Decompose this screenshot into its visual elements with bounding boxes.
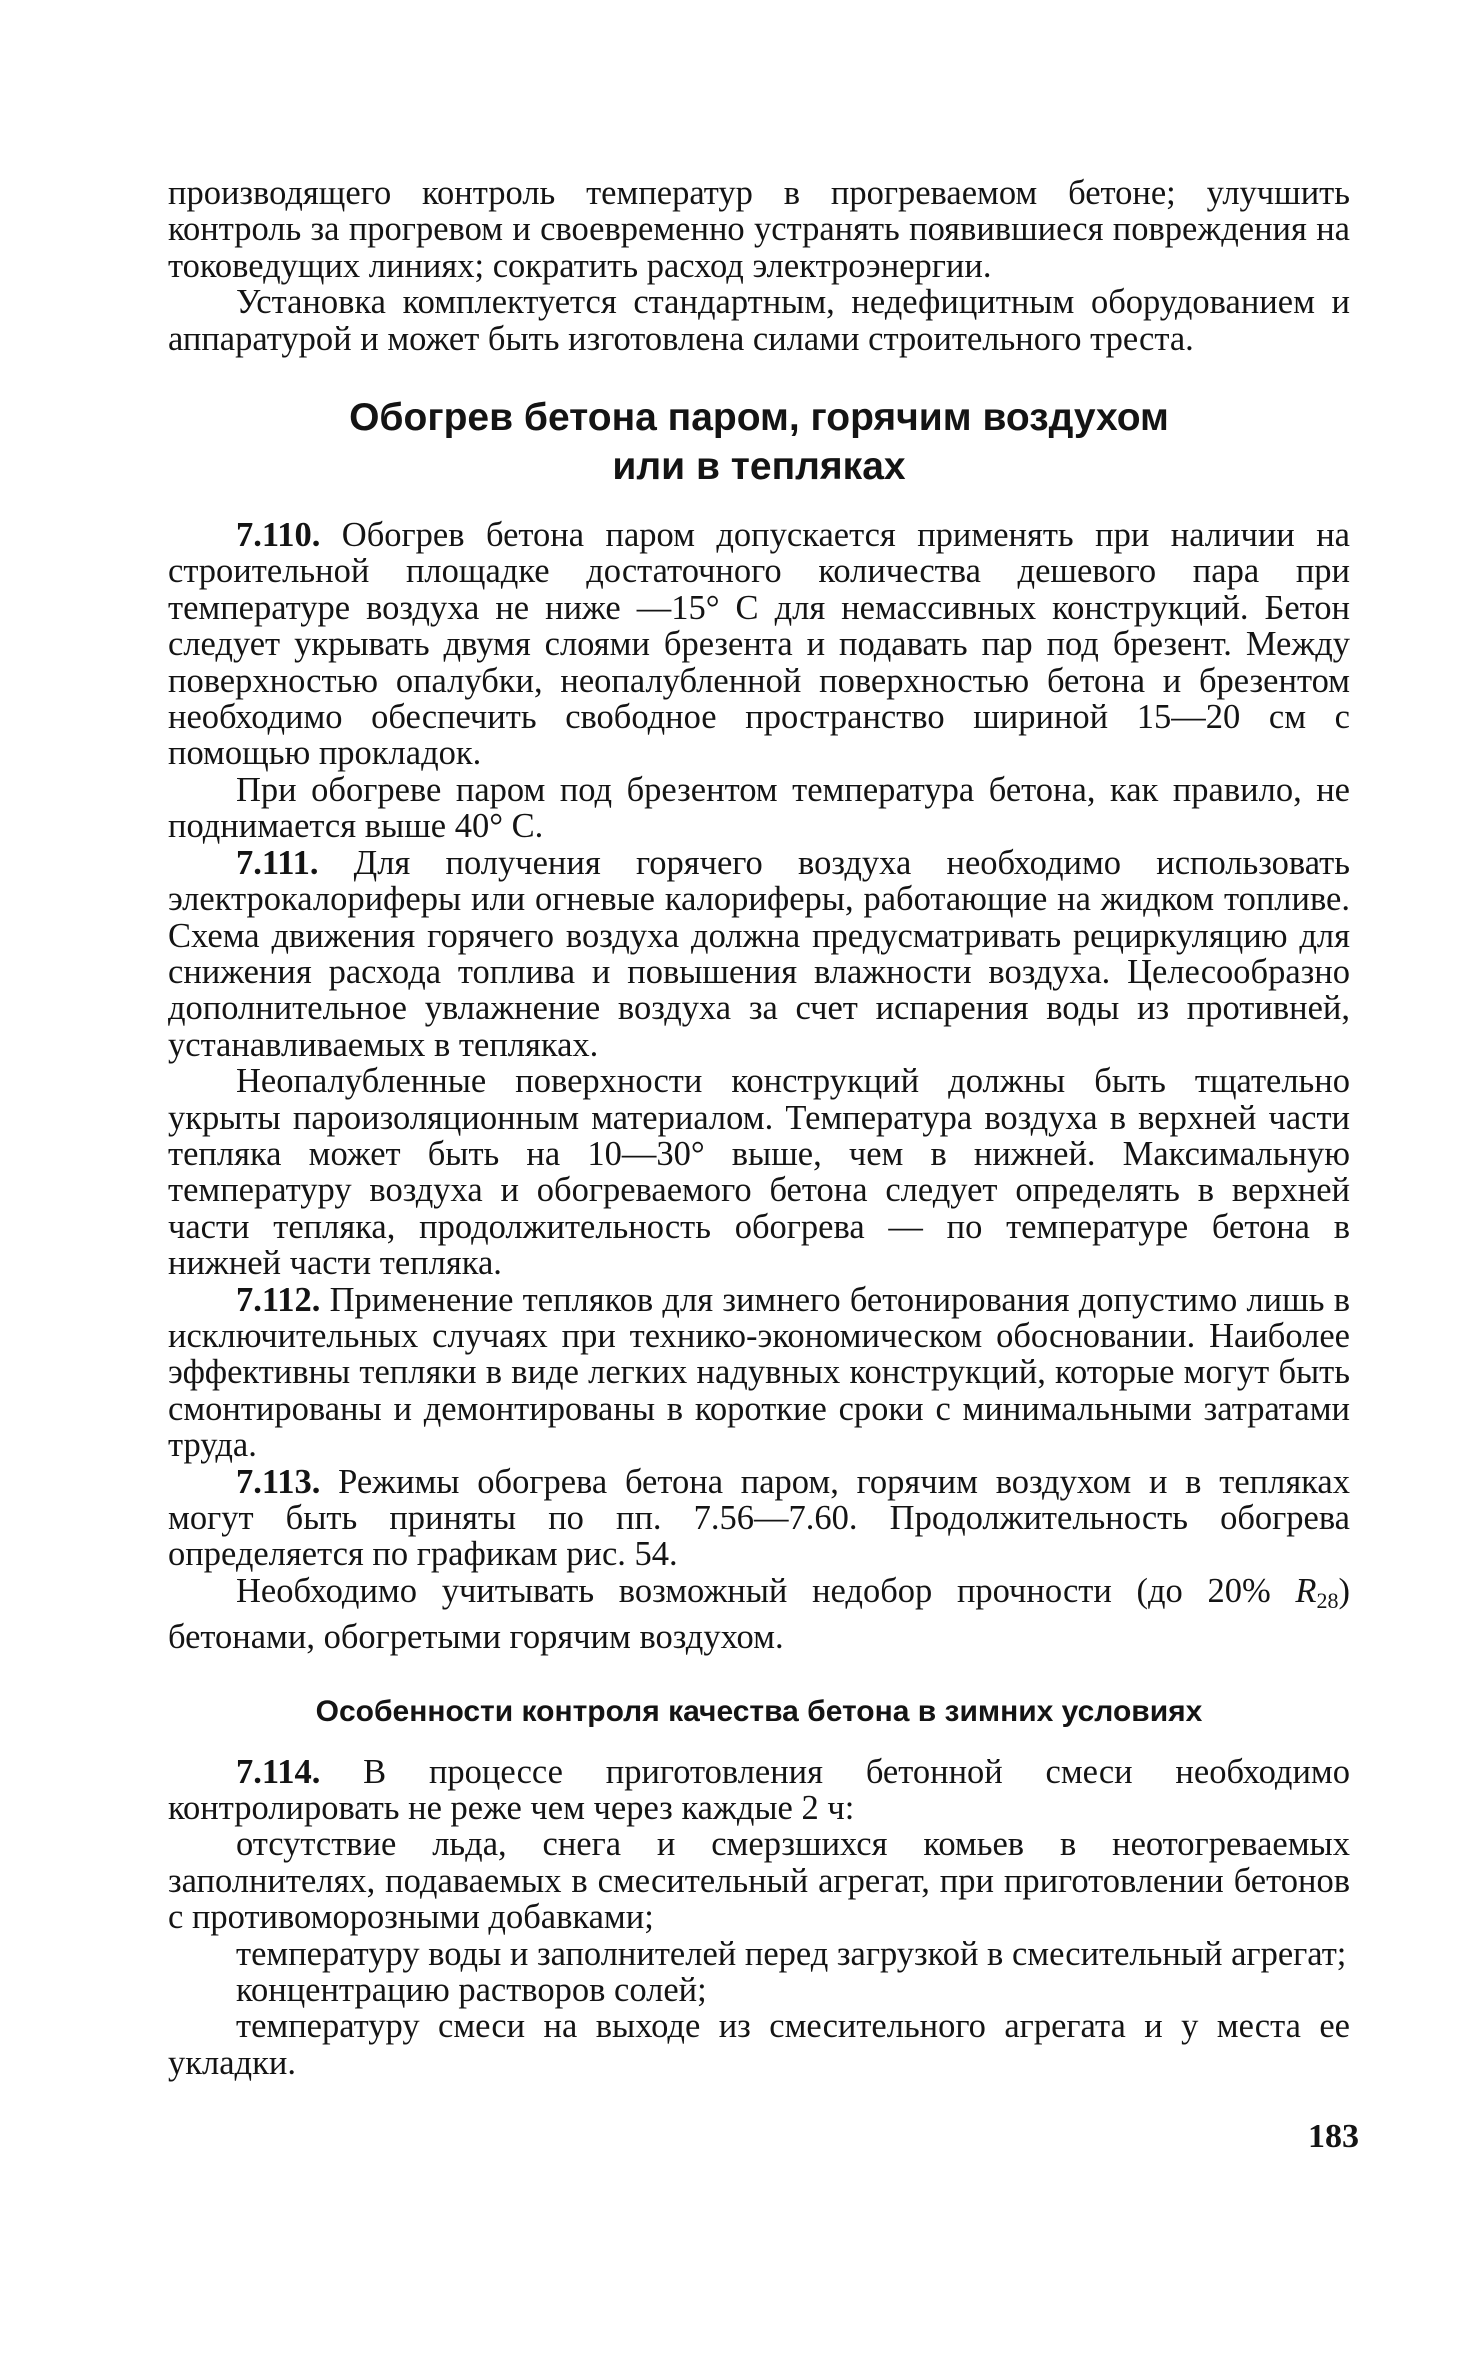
list-item: концентрацию растворов солей; bbox=[236, 1971, 707, 2010]
section-heading-steam-heating bbox=[168, 393, 1350, 491]
clause-text: В процессе приготовления бетонной смеси необходимо контролировать не реже чем через каждые 2 ч: bbox=[168, 1752, 1350, 1828]
paragraph-7-113 bbox=[168, 1464, 1350, 1573]
list-item: температуру воды и заполнителей перед загрузкой в смесительный агрегат; bbox=[236, 1934, 1347, 1973]
clause-text: Применение тепляков для зимнего бетонирования допустимо лишь в исключительных случаях при технико-экономическом обосновании. Наиболее эффективны тепляки в виде легких надувных конструкций, которые могут быть смонтированы и демонтированы в короткие сроки с минимальными затратами труда. bbox=[168, 1280, 1350, 1465]
paragraph-7-110 bbox=[168, 517, 1350, 772]
clause-text: Режимы обогрева бетона паром, горячим воздухом и в тепляках могут быть приняты по пп. 7.56—7.60. Продолжительность обогрева определяется по графикам рис. 54. bbox=[168, 1462, 1350, 1574]
heading-line-2: или в тепляках bbox=[612, 445, 906, 489]
text-before-formula: Необходимо учитывать возможный недобор прочности (до 20% bbox=[236, 1571, 1296, 1610]
paragraph-7-114 bbox=[168, 1754, 1350, 1827]
paragraph-7-110-continued: При обогреве паром под брезентом температура бетона, как правило, не поднимается выше 40° С. bbox=[168, 770, 1350, 846]
clause-number: 7.114. bbox=[236, 1752, 321, 1791]
clause-number: 7.112. bbox=[236, 1280, 321, 1319]
text-column bbox=[168, 175, 1350, 2081]
strength-symbol: R bbox=[1295, 1571, 1317, 1610]
paragraph-equipment: Установка комплектуется стандартным, недефицитным оборудованием и аппаратурой и может быть изготовлена силами строительного треста. bbox=[168, 283, 1350, 358]
list-item: отсутствие льда, снега и смерзшихся комьев в неотогреваемых заполнителях, подаваемых в смесительный агрегат, при приготовлении бетонов с противоморозными добавками; bbox=[168, 1825, 1350, 1937]
text-after-formula: ) бетонами, обогретыми горячим воздухом. bbox=[168, 1571, 1350, 1657]
heading-line-1: Обогрев бетона паром, горячим воздухом bbox=[349, 396, 1169, 440]
clause-number: 7.110. bbox=[236, 516, 321, 555]
paragraph-7-112 bbox=[168, 1282, 1350, 1464]
strength-subscript: 28 bbox=[1316, 1587, 1339, 1613]
section-heading-quality-control: Особенности контроля качества бетона в зимних условиях bbox=[315, 1694, 1203, 1728]
clause-text: Обогрев бетона паром допускается применять при наличии на строительной площадке достаточного количества дешевого пара при температуре воздуха не ниже —15° С для немассивных конструкций. Бетон следует укрывать двумя слоями брезента и подавать пар под брезент. Между поверхностью опалубки, неопалубленной поверхностью бетона и брезентом необходимо обеспечить свободное пространство шириной 15—20 см с помощью прокладок. bbox=[168, 516, 1350, 773]
page-number: 183 bbox=[1308, 2118, 1359, 2155]
clause-text: Для получения горячего воздуха необходимо использовать электрокалориферы или огневые калориферы, работающие на жидком топливе. Схема движения горячего воздуха должна предусматривать рециркуляцию для снижения расхода топлива и повышения влажности воздуха. Целесообразно дополнительное увлажнение воздуха за счет испарения воды из противней, устанавливаемых в тепляках. bbox=[168, 843, 1350, 1064]
paragraph-7-111 bbox=[168, 845, 1350, 1063]
clause-number: 7.111. bbox=[236, 843, 319, 882]
paragraph-intro-continuation: производящего контроль температур в прогреваемом бетоне; улучшить контроль за прогревом и своевременно устранять появившиеся повреждения на токоведущих линиях; сократить расход электроэнергии. bbox=[168, 174, 1350, 285]
paragraph-7-111-continued: Неопалубленные поверхности конструкций должны быть тщательно укрыты пароизоляционным материалом. Температура воздуха в верхней части тепляка может быть на 10—30° выше, чем в нижней. Максимальную температуру воздуха и обогреваемого бетона следует определять в верхней части тепляка, продолжительность обогрева — по температуре бетона в нижней части тепляка. bbox=[168, 1062, 1350, 1283]
clause-number: 7.113. bbox=[236, 1462, 321, 1501]
list-item: температуру смеси на выходе из смесительного агрегата и у места ее укладки. bbox=[168, 2007, 1350, 2082]
paragraph-7-113-continued bbox=[168, 1573, 1350, 1656]
